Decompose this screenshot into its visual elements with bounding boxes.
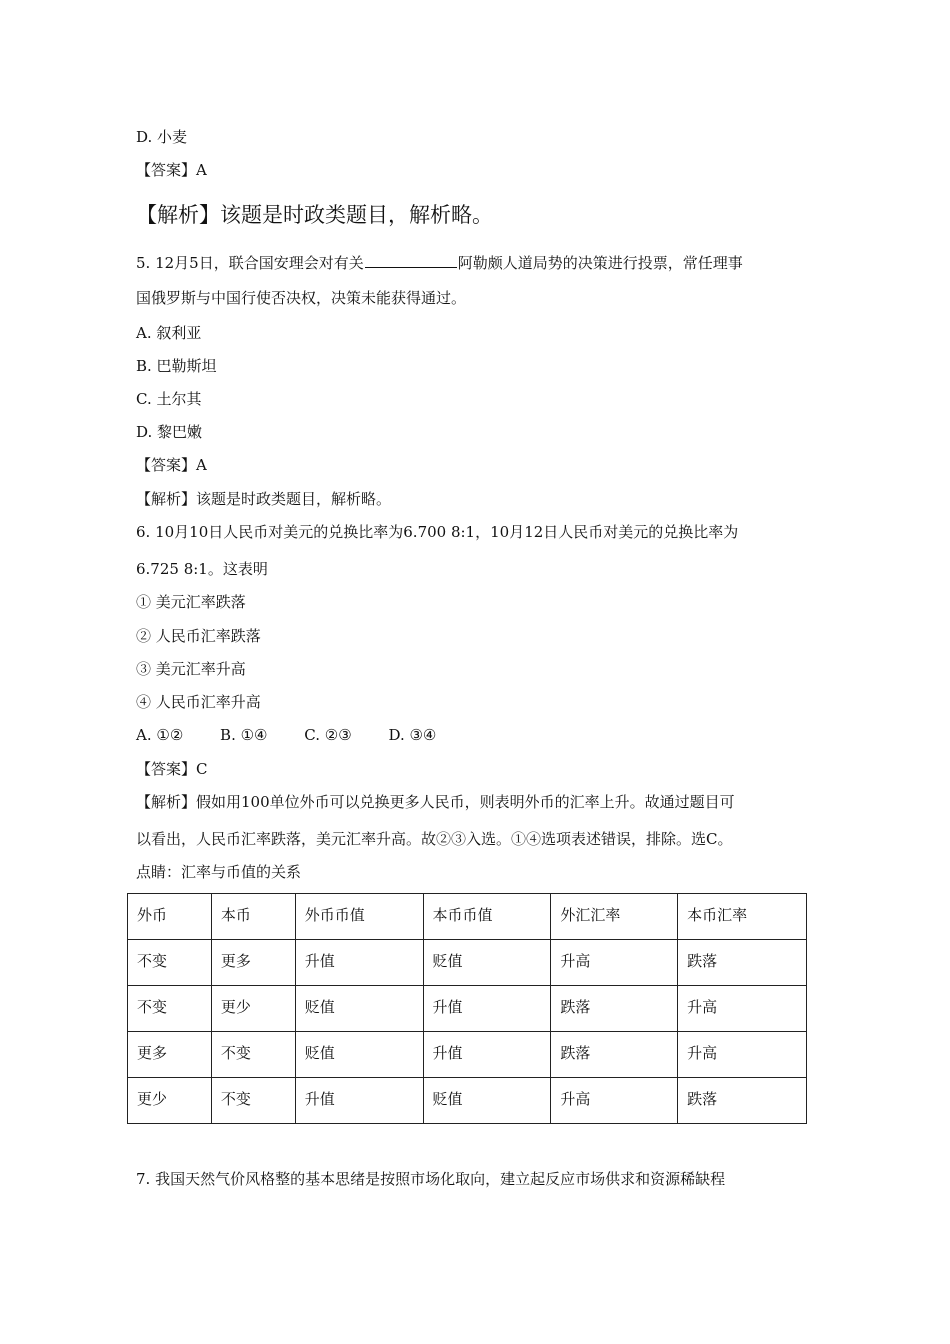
- q6-option-a: A. ①②: [136, 726, 184, 744]
- table-header-cell: 外汇汇率: [551, 894, 678, 940]
- q6-tip: 点睛：汇率与币值的关系: [136, 863, 302, 881]
- q7-stem-line1: 7. 我国天然气价风格整的基本思绪是按照市场化取向，建立起反应市场供求和资源稀缺程: [136, 1170, 726, 1188]
- q5-stem-part2: 阿勒颇人道局势的决策进行投票，常任理事: [457, 254, 743, 272]
- q6-option-b: B. ①④: [220, 726, 268, 744]
- q4-answer: 【答案】A: [136, 161, 207, 179]
- q6-statement-2: ② 人民币汇率跌落: [136, 627, 261, 645]
- q6-option-d: D. ③④: [388, 726, 437, 744]
- table-cell: 贬值: [295, 1032, 423, 1078]
- table-row: [128, 940, 807, 986]
- q6-stem-line1: 6. 10月10日人民币对美元的兑换比率为6.700 8:1，10月12日人民币对美元的兑换比率为: [136, 523, 739, 541]
- table-cell: 不变: [211, 1032, 295, 1078]
- q5-analysis: 【解析】该题是时政类题目，解析略。: [136, 490, 392, 508]
- table-row: [128, 1078, 807, 1124]
- table-cell: 跌落: [678, 1078, 807, 1124]
- table-row: [128, 1032, 807, 1078]
- q5-stem-part1: 5. 12月5日，联合国安理会对有关: [136, 254, 364, 272]
- table-cell: 升高: [551, 940, 678, 986]
- q5-option-a: A. 叙利亚: [136, 324, 202, 342]
- table-row: [128, 986, 807, 1032]
- table-header-cell: 本币币值: [423, 894, 551, 940]
- q6-statement-1: ① 美元汇率跌落: [136, 593, 246, 611]
- q5-stem-line1: [136, 253, 743, 273]
- table-cell: 贬值: [423, 940, 551, 986]
- table-cell: 不变: [211, 1078, 295, 1124]
- q6-analysis-line1: 【解析】假如用100单位外币可以兑换更多人民币，则表明外币的汇率上升。故通过题目可: [136, 793, 735, 811]
- q4-analysis: 【解析】该题是时政类题目，解析略。: [136, 203, 493, 227]
- table-cell: 更多: [128, 1032, 212, 1078]
- table-cell: 跌落: [551, 1032, 678, 1078]
- table-cell: 升值: [295, 1078, 423, 1124]
- table-cell: 升值: [423, 986, 551, 1032]
- table-cell: 不变: [128, 940, 212, 986]
- table-header-cell: 外币: [128, 894, 212, 940]
- table-header-cell: 外币币值: [295, 894, 423, 940]
- table-cell: 更少: [128, 1078, 212, 1124]
- q6-option-c: C. ②③: [304, 726, 352, 744]
- q6-stem-line2: 6.725 8:1。这表明: [136, 560, 268, 578]
- table-cell: 升值: [423, 1032, 551, 1078]
- table-cell: 更少: [211, 986, 295, 1032]
- q6-statement-3: ③ 美元汇率升高: [136, 660, 246, 678]
- table-cell: 跌落: [551, 986, 678, 1032]
- table-cell: 升高: [678, 1032, 807, 1078]
- table-cell: 升高: [678, 986, 807, 1032]
- q5-option-d: D. 黎巴嫩: [136, 423, 203, 441]
- q5-option-c: C. 土尔其: [136, 390, 202, 408]
- table-header-cell: 本币汇率: [678, 894, 807, 940]
- q6-options: [136, 725, 468, 745]
- exchange-rate-table: [127, 893, 807, 1124]
- table-cell: 不变: [128, 986, 212, 1032]
- q5-answer: 【答案】A: [136, 456, 207, 474]
- q6-analysis-line2: 以看出，人民币汇率跌落，美元汇率升高。故②③入选。①④选项表述错误，排除。选C。: [136, 830, 733, 848]
- q6-statement-4: ④ 人民币汇率升高: [136, 693, 261, 711]
- q4-option-d: D. 小麦: [136, 128, 188, 146]
- table-cell: 贬值: [295, 986, 423, 1032]
- table-header-row: [128, 894, 807, 940]
- q6-answer: 【答案】C: [136, 760, 208, 778]
- table-cell: 跌落: [678, 940, 807, 986]
- q5-stem-line2: 国俄罗斯与中国行使否决权，决策未能获得通过。: [136, 289, 467, 307]
- table-header-cell: 本币: [211, 894, 295, 940]
- q5-option-b: B. 巴勒斯坦: [136, 357, 217, 375]
- fill-blank: [365, 253, 457, 268]
- table-cell: 升值: [295, 940, 423, 986]
- table-cell: 更多: [211, 940, 295, 986]
- table-cell: 升高: [551, 1078, 678, 1124]
- table-cell: 贬值: [423, 1078, 551, 1124]
